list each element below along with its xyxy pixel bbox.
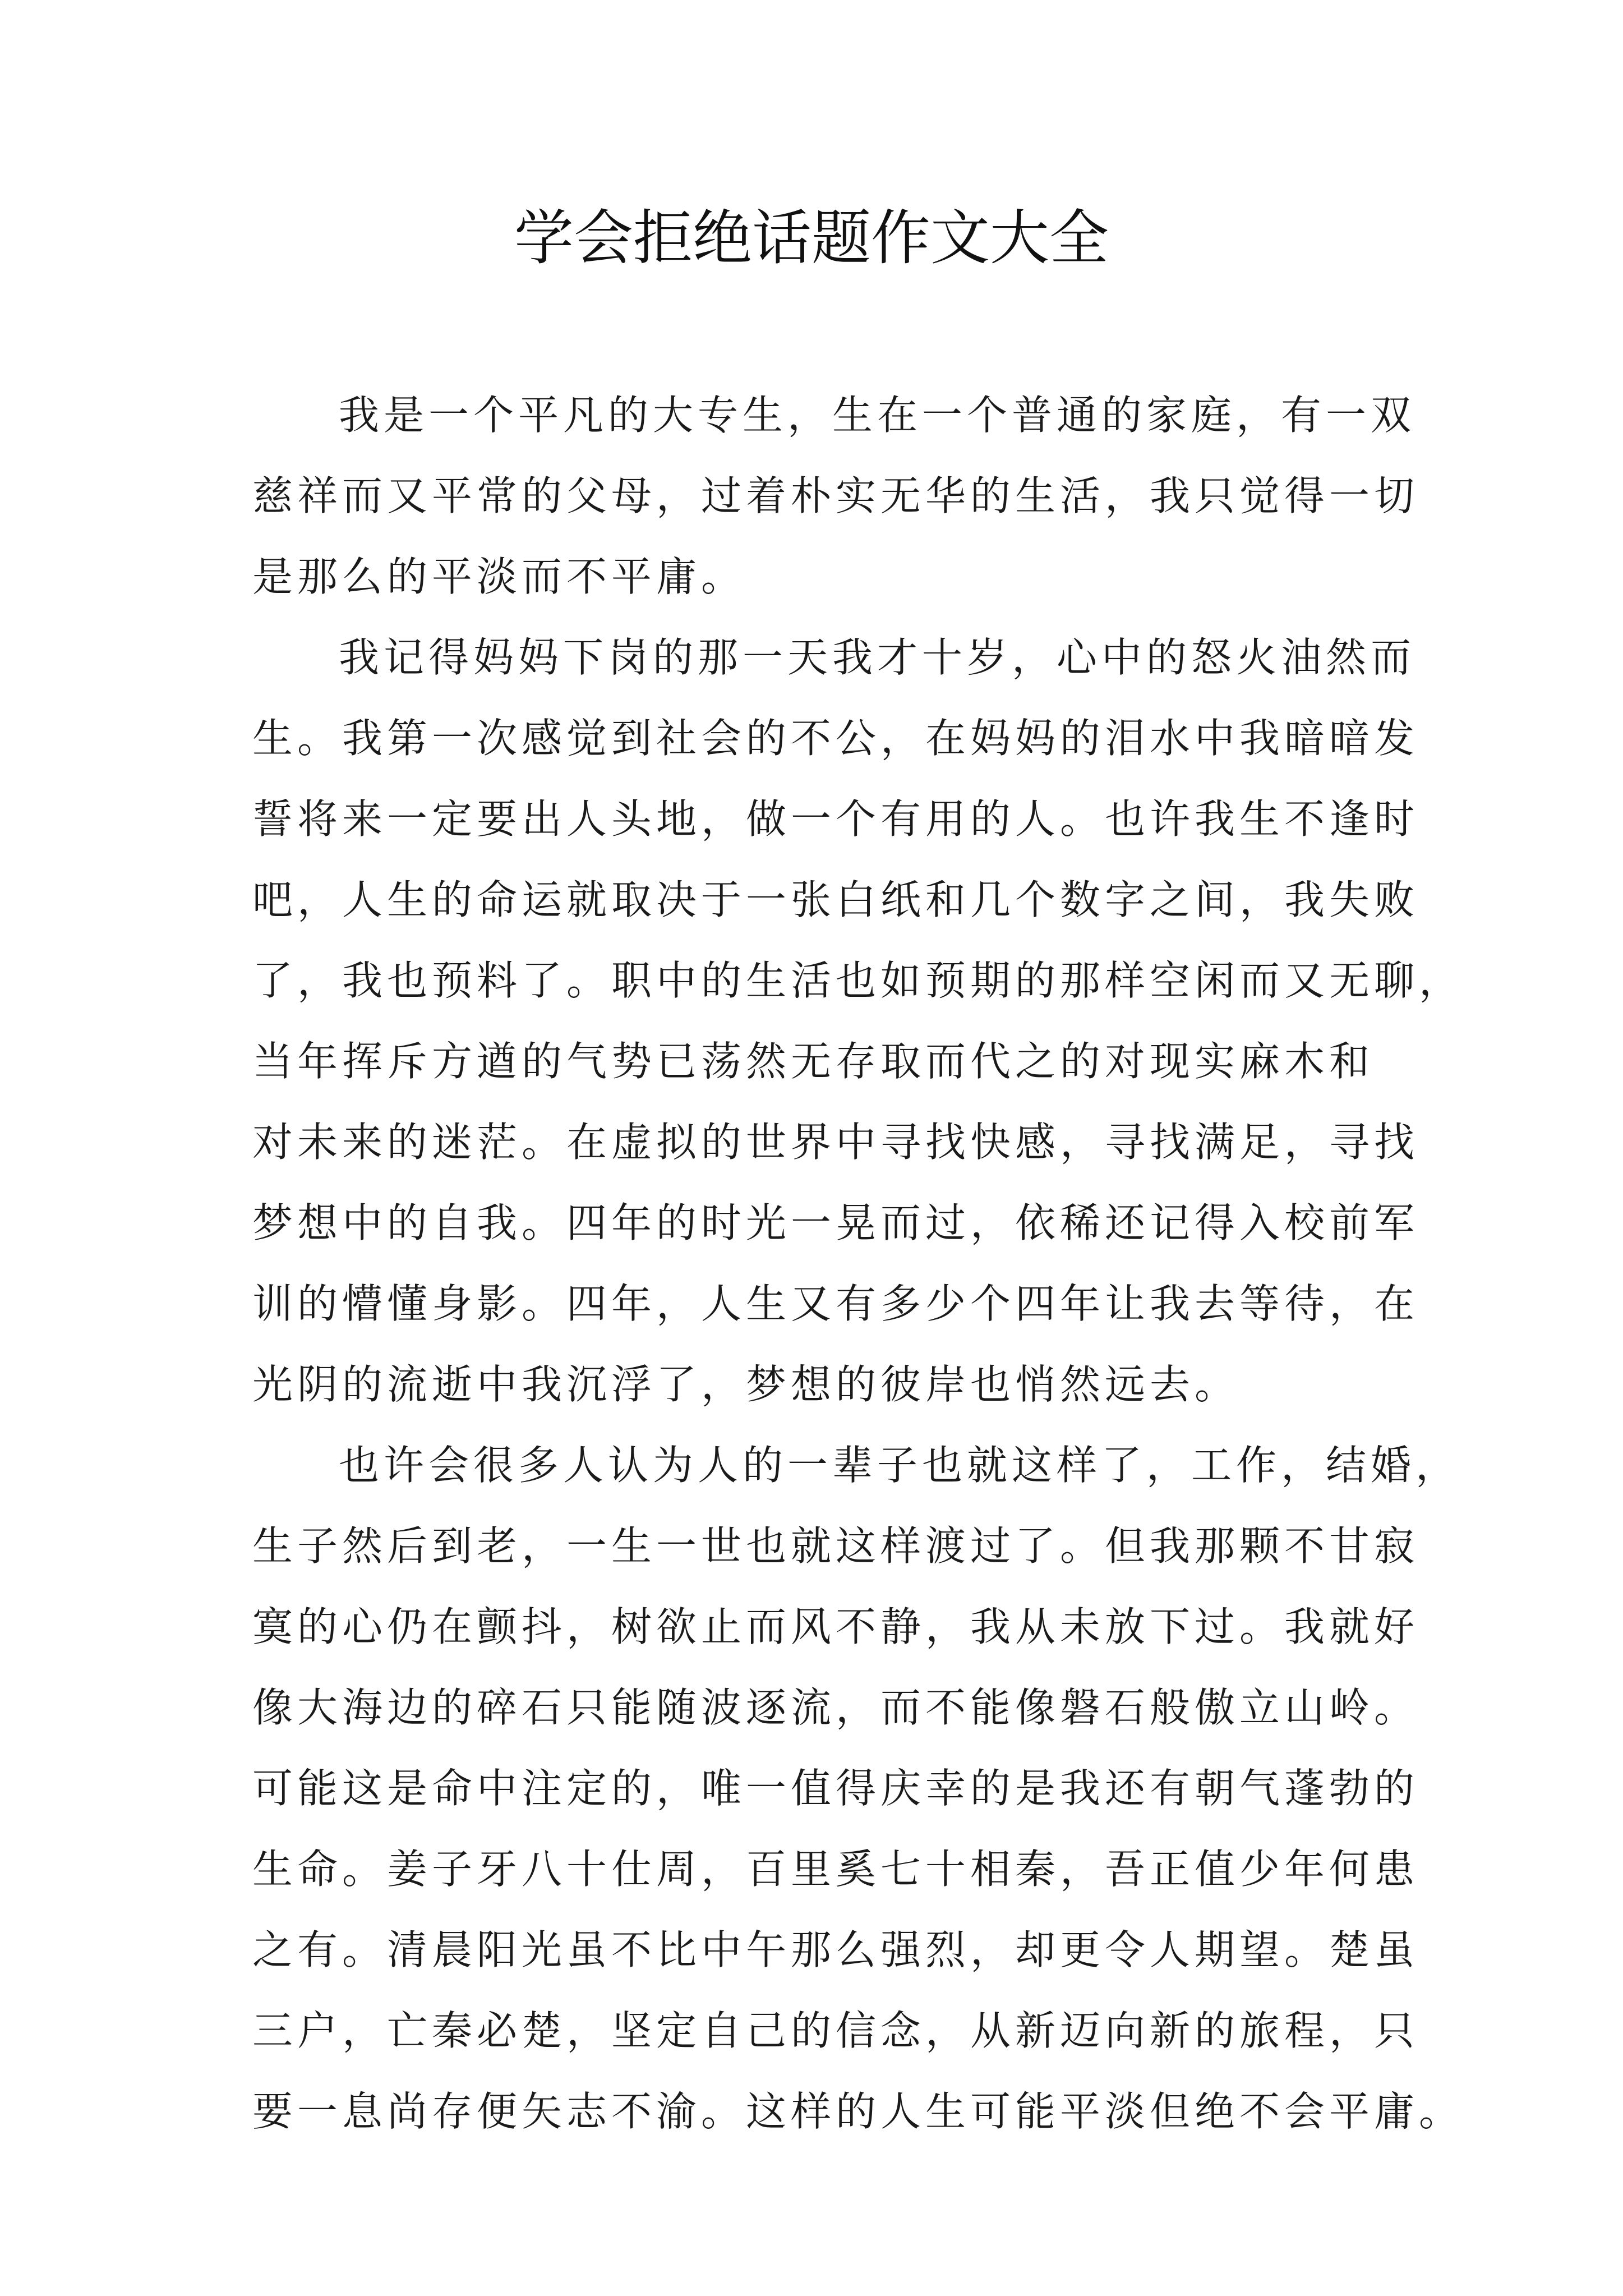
paragraph-line: 当年挥斥方遒的气势已荡然无存取而代之的对现实麻木和 (252, 1038, 1375, 1085)
paragraph-line: 光阴的流逝中我沉浮了，梦想的彼岸也悄然远去。 (252, 1361, 1240, 1408)
paragraph-line: 生子然后到老，一生一世也就这样渡过了。但我那颗不甘寂 (252, 1522, 1419, 1570)
paragraph-2 (252, 617, 1464, 1425)
paragraph-line: 生。我第一次感觉到社会的不公，在妈妈的泪水中我暗暗发 (252, 715, 1419, 762)
paragraph-line: 训的懵懂身影。四年，人生又有多少个四年让我去等待，在 (252, 1280, 1419, 1327)
paragraph-line: 之有。清晨阳光虽不比中午那么强烈，却更令人期望。楚虽 (252, 1926, 1419, 1973)
paragraph-1 (252, 375, 1419, 617)
paragraph-line: 是那么的平淡而不平庸。 (252, 553, 746, 600)
paragraph-line: 誓将来一定要出人头地，做一个有用的人。也许我生不逢时 (252, 795, 1419, 843)
paragraph-line: 我是一个平凡的大专生，生在一个普通的家庭，有一双 (339, 392, 1416, 439)
paragraph-line: 我记得妈妈下岗的那一天我才十岁，心中的怒火油然而 (339, 634, 1416, 681)
paragraph-line: 生命。姜子牙八十仕周，百里奚七十相秦，吾正值少年何患 (252, 1846, 1419, 1893)
paragraph-line: 三户，亡秦必楚，坚定自己的信念，从新迈向新的旅程，只 (252, 2007, 1419, 2054)
paragraph-line: 了，我也预料了。职中的生活也如预期的那样空闲而又无聊， (252, 957, 1464, 1004)
document-title: 学会拒绝话题作文大全 (514, 204, 1109, 273)
document-body (252, 375, 1464, 2152)
paragraph-line: 也许会很多人认为人的一辈子也就这样了，工作，结婚， (339, 1442, 1461, 1489)
paragraph-line: 可能这是命中注定的，唯一值得庆幸的是我还有朝气蓬勃的 (252, 1765, 1419, 1812)
paragraph-line: 慈祥而又平常的父母，过着朴实无华的生活，我只觉得一切 (252, 472, 1419, 519)
paragraph-line: 吧，人生的命运就取决于一张白纸和几个数字之间，我失败 (252, 876, 1419, 923)
paragraph-line: 要一息尚存便矢志不渝。这样的人生可能平淡但绝不会平庸。 (252, 2088, 1464, 2135)
paragraph-line: 梦想中的自我。四年的时光一晃而过，依稀还记得入校前军 (252, 1199, 1419, 1246)
paragraph-line: 寞的心仍在颤抖，树欲止而风不静，我从未放下过。我就好 (252, 1603, 1419, 1650)
paragraph-line: 像大海边的碎石只能随波逐流，而不能像磐石般傲立山岭。 (252, 1684, 1419, 1731)
paragraph-line: 对未来的迷茫。在虚拟的世界中寻找快感，寻找满足，寻找 (252, 1119, 1419, 1166)
paragraph-3 (252, 1425, 1464, 2152)
